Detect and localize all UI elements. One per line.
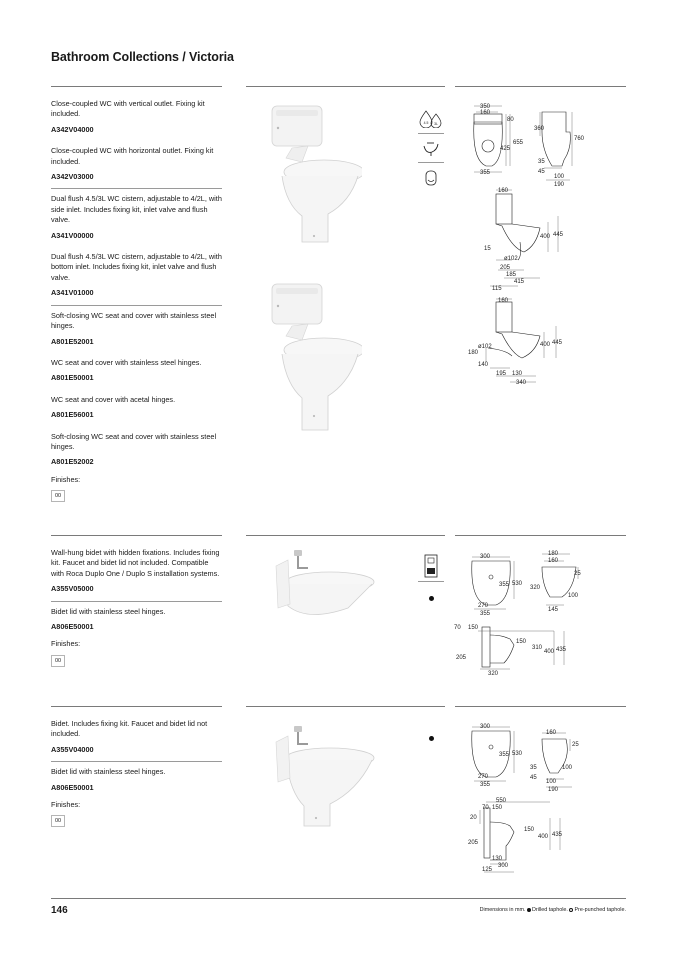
- wc-top-view-icon: [418, 163, 444, 192]
- list-item: [51, 141, 222, 182]
- dim-label: 550: [496, 798, 507, 804]
- product-code: A806E50001: [51, 622, 94, 632]
- finish-swatch[interactable]: 00: [51, 655, 65, 667]
- dim-label: 445: [553, 232, 564, 238]
- product-code: A341V00000: [51, 230, 94, 240]
- section-bidet-text: [51, 714, 222, 827]
- dim-label: 145: [548, 607, 559, 613]
- dim-label: 190: [548, 787, 559, 791]
- drilled-taphole-note: Drilled taphole.: [531, 907, 568, 913]
- dim-label: 205: [456, 655, 467, 661]
- dim-label: 310: [532, 645, 543, 651]
- product-code: A342V04000: [51, 124, 94, 134]
- list-item: [51, 353, 222, 384]
- dim-label: 180: [468, 350, 479, 356]
- section-rule-3: [455, 535, 626, 536]
- header-rule-2: [246, 86, 445, 87]
- section-rule-3: [455, 706, 626, 707]
- dim-label: 355: [480, 170, 491, 176]
- dim-label: 20: [470, 815, 477, 821]
- drilled-taphole-icon: [527, 908, 531, 912]
- dim-label: 270: [478, 603, 489, 609]
- dim-label: 400: [540, 234, 551, 240]
- header-rule-1: [51, 86, 222, 87]
- dim-label: 100: [568, 593, 579, 599]
- dim-label: 300: [480, 724, 491, 730]
- dim-label: 150: [516, 639, 527, 645]
- wc-top-view-diagram: [462, 100, 602, 190]
- wc-vertical-outlet-photo: [262, 100, 362, 250]
- dim-label: 25: [574, 571, 581, 577]
- dim-label: 270: [478, 774, 489, 780]
- product-description: Bidet lid with stainless steel hinges.: [51, 606, 166, 616]
- product-description: Bidet lid with stainless steel hinges.: [51, 767, 166, 777]
- list-item: [51, 602, 222, 633]
- dim-label: 160: [546, 730, 557, 736]
- section-rule-1: [51, 535, 222, 536]
- finishes-label: Finishes:: [51, 639, 81, 649]
- section-wall-bidet-text: [51, 543, 222, 667]
- product-code: A355V05000: [51, 584, 94, 594]
- dim-label: 70: [482, 805, 489, 811]
- product-description: WC seat and cover with stainless steel hinges.: [51, 357, 202, 367]
- dim-label: 400: [540, 342, 551, 348]
- product-description: Bidet. Includes fixing kit. Faucet and bidet lid not included.: [51, 719, 208, 739]
- section-rule-2: [246, 535, 445, 536]
- dim-label: 35: [530, 765, 537, 771]
- wc-symbols: [418, 105, 444, 192]
- product-code: A801E52002: [51, 457, 94, 467]
- prepunched-taphole-note: Pre-punched taphole.: [574, 907, 626, 913]
- dim-label: 300: [480, 554, 491, 560]
- dim-label: 415: [514, 279, 525, 285]
- dim-label: 400: [538, 834, 549, 840]
- wc-side-view-vertical-diagram: [478, 186, 588, 291]
- wall-hung-bidet-photo: [268, 548, 378, 628]
- list-item: [51, 390, 222, 421]
- floor-bidet-photo: [268, 722, 378, 832]
- finishes-label: Finishes:: [51, 474, 81, 484]
- dim-label: 760: [574, 136, 585, 142]
- section-wc-text: [51, 94, 222, 502]
- list-item: [51, 427, 222, 468]
- product-code: A801E50001: [51, 373, 94, 383]
- wall-bidet-symbols: [418, 550, 444, 614]
- dim-label: 530: [512, 751, 523, 757]
- dim-label: 100: [554, 174, 565, 180]
- dim-label: 355: [499, 582, 510, 588]
- dim-label: 100: [546, 779, 557, 785]
- dim-label: 160: [480, 110, 491, 116]
- section-rule-2: [246, 706, 445, 707]
- dim-label: 655: [513, 140, 524, 146]
- list-item: [51, 189, 222, 241]
- dim-label: 355: [499, 752, 510, 758]
- dual-flush-icon: [418, 105, 444, 134]
- wall-bidet-top-view-diagram: [466, 549, 616, 619]
- dim-label: 435: [556, 647, 567, 653]
- product-description: Wall-hung bidet with hidden fixations. Includes fixing kit. Faucet and bidet lid not included. Compatible with Roca Duplo One / Duplo S installation systems.: [51, 548, 220, 578]
- dim-label: 300: [498, 863, 509, 869]
- list-item: [51, 762, 222, 793]
- dim-label: 160: [548, 558, 559, 564]
- wall-bidet-side-view-diagram: [454, 621, 574, 677]
- list-item: [51, 247, 222, 299]
- wc-horizontal-outlet-photo: [262, 278, 362, 438]
- dim-label: 15: [484, 246, 491, 252]
- flush-volume-small: 3L: [434, 122, 438, 126]
- dim-label: 400: [544, 649, 555, 655]
- page-title: Bathroom Collections / Victoria: [51, 50, 234, 64]
- dim-label: 340: [516, 380, 527, 386]
- dim-label: 195: [496, 371, 507, 377]
- footer-legend: [480, 907, 626, 913]
- dim-label: 355: [480, 782, 491, 788]
- dim-label: ø102: [504, 256, 518, 262]
- bidet-symbols: [418, 722, 444, 754]
- dim-label: 150: [468, 625, 479, 631]
- outlet-icon: [418, 134, 444, 163]
- product-description: Soft-closing WC seat and cover with stainless steel hinges.: [51, 310, 217, 331]
- dim-label: 140: [478, 362, 489, 368]
- product-description: WC seat and cover with acetal hinges.: [51, 394, 176, 404]
- dim-label: 35: [538, 159, 545, 165]
- dim-label: 190: [554, 182, 565, 188]
- dim-label: 130: [512, 371, 523, 377]
- dim-label: 350: [480, 104, 491, 110]
- dim-label: 130: [492, 856, 503, 862]
- dim-label: 355: [480, 611, 491, 617]
- dimensions-note: Dimensions in mm.: [479, 907, 526, 913]
- drilled-taphole-icon: [418, 582, 444, 614]
- dim-label: 70: [454, 625, 461, 631]
- dim-label: ø102: [478, 344, 492, 350]
- finish-swatch[interactable]: 00: [51, 490, 65, 502]
- list-item: [51, 306, 222, 347]
- dim-label: 150: [492, 805, 503, 811]
- installation-frame-icon: [418, 550, 444, 582]
- product-code: A806E50001: [51, 782, 94, 792]
- dim-label: 320: [530, 585, 541, 591]
- list-item: [51, 543, 222, 595]
- product-description: Dual flush 4.5/3L WC cistern, adjustable to 4/2L, with bottom inlet. Includes fixing kit, inlet valve and flush valve.: [51, 252, 222, 282]
- dim-label: 150: [524, 827, 535, 833]
- dim-label: 180: [548, 551, 559, 557]
- product-description: Close-coupled WC with vertical outlet. Fixing kit included.: [51, 99, 205, 119]
- product-description: Dual flush 4.5/3L WC cistern, adjustable to 4/2L, with side inlet. Includes fixing kit, inlet valve and flush valve.: [51, 194, 222, 225]
- section-rule-1: [51, 706, 222, 707]
- list-item: [51, 714, 222, 755]
- dim-label: 115: [492, 286, 502, 291]
- footer-rule: [51, 898, 626, 899]
- drilled-taphole-icon: [418, 722, 444, 754]
- dim-label: 160: [498, 298, 509, 304]
- list-item: [51, 94, 222, 135]
- dim-label: 25: [572, 742, 579, 748]
- flush-volume-large: 4.5: [423, 121, 429, 125]
- dim-label: 360: [534, 126, 545, 132]
- dim-label: 445: [552, 340, 563, 346]
- dim-label: 45: [530, 775, 537, 781]
- product-code: A342V03000: [51, 172, 94, 182]
- bidet-side-view-diagram: [466, 794, 576, 878]
- dim-label: 530: [512, 581, 523, 587]
- finishes-label: Finishes:: [51, 800, 81, 810]
- dim-label: 185: [506, 272, 517, 278]
- page-number: 146: [51, 905, 68, 916]
- wc-side-view-horizontal-diagram: [466, 296, 586, 386]
- product-code: A355V04000: [51, 744, 94, 754]
- dim-label: 45: [538, 169, 545, 175]
- dim-label: 100: [562, 765, 573, 771]
- product-description: Soft-closing WC seat and cover with stainless steel hinges.: [51, 431, 217, 451]
- dim-label: 80: [507, 117, 514, 123]
- product-code: A341V01000: [51, 288, 94, 298]
- dim-label: 425: [500, 146, 511, 152]
- prepunched-taphole-icon: [569, 908, 573, 912]
- dim-label: 205: [468, 840, 479, 846]
- dim-label: 320: [488, 671, 499, 677]
- finish-swatch[interactable]: 00: [51, 815, 65, 827]
- product-code: A801E56001: [51, 410, 94, 420]
- dim-label: 435: [552, 832, 563, 838]
- dim-label: 160: [498, 188, 509, 194]
- dim-label: 205: [500, 265, 511, 271]
- product-code: A801E52001: [51, 336, 94, 346]
- header-rule-3: [455, 86, 626, 87]
- product-description: Close-coupled WC with horizontal outlet. Fixing kit included.: [51, 146, 214, 166]
- dim-label: 125: [482, 867, 493, 873]
- bidet-top-view-diagram: [466, 719, 606, 791]
